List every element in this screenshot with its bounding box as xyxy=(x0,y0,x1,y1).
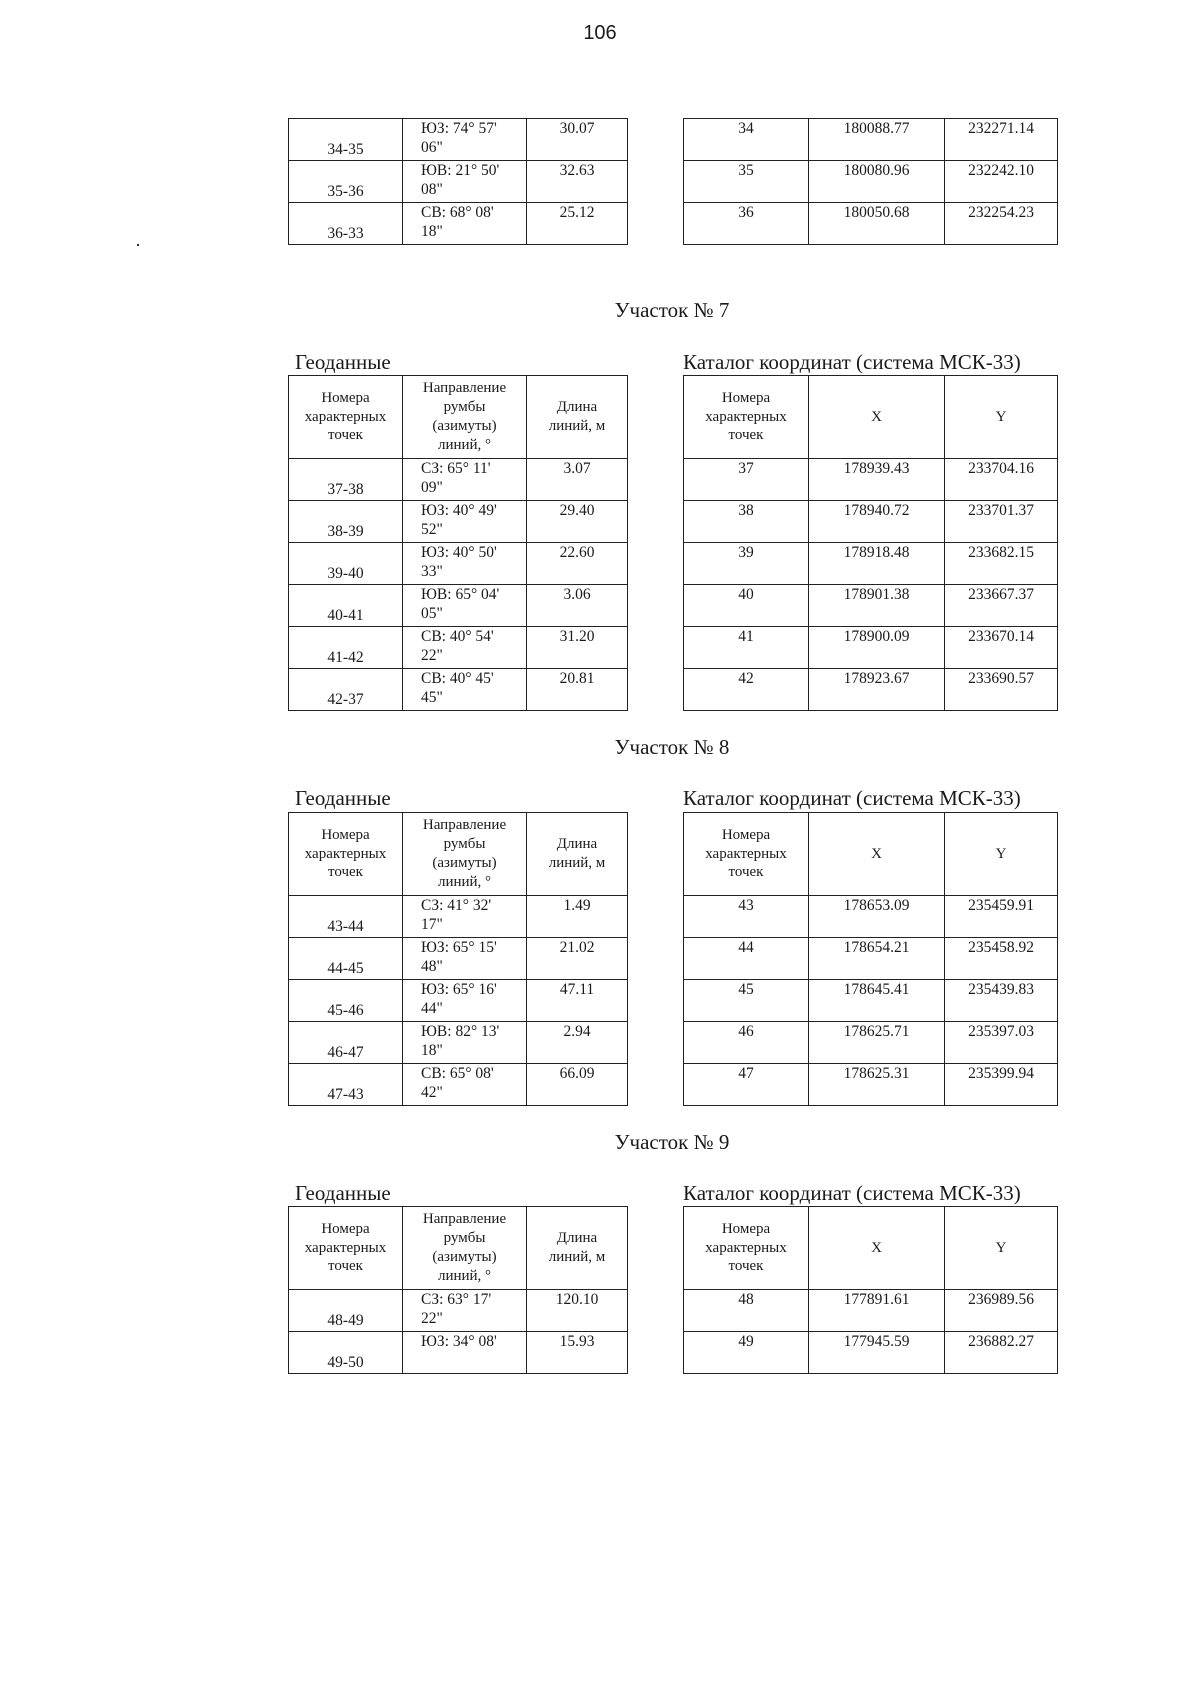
geodata-row xyxy=(289,585,628,627)
line-points: 48-49 xyxy=(289,1290,403,1332)
geodata-row xyxy=(289,1022,628,1064)
catalog-caption-8: Каталог координат (система МСК-33) xyxy=(683,786,1021,810)
geodata-row xyxy=(289,627,628,669)
header-text: румбы xyxy=(443,836,486,852)
direction-degrees: СВ: 68° 08' xyxy=(421,204,494,221)
header-text: Направление xyxy=(422,1211,507,1227)
header-text: (азимуты) xyxy=(432,855,497,871)
coordinates-header-row xyxy=(684,376,1058,459)
coordinates-header-row xyxy=(684,813,1058,896)
header-text: линий, ° xyxy=(437,1268,492,1284)
geodata-row xyxy=(289,980,628,1022)
line-length: 29.40 xyxy=(527,501,628,543)
point-number: 36 xyxy=(684,203,809,245)
point-number: 39 xyxy=(684,543,809,585)
coord-x: 178918.48 xyxy=(809,543,945,585)
header-length xyxy=(527,376,628,459)
line-points: 41-42 xyxy=(289,627,403,669)
coordinates-table-9 xyxy=(683,1206,1058,1374)
line-points: 44-45 xyxy=(289,938,403,980)
header-text: румбы xyxy=(443,399,486,415)
line-direction xyxy=(403,161,527,203)
direction-seconds: 44" xyxy=(421,1000,443,1017)
direction-degrees: СЗ: 41° 32' xyxy=(421,897,492,914)
scan-speck xyxy=(137,244,139,246)
point-number: 34 xyxy=(684,119,809,161)
coordinate-row xyxy=(684,161,1058,203)
coordinate-row xyxy=(684,627,1058,669)
line-direction xyxy=(403,669,527,711)
direction-degrees: СВ: 65° 08' xyxy=(421,1065,494,1082)
coord-x: 180080.96 xyxy=(809,161,945,203)
line-points: 49-50 xyxy=(289,1332,403,1374)
header-direction xyxy=(403,813,527,896)
header-point-numbers xyxy=(684,1207,809,1290)
header-length xyxy=(527,1207,628,1290)
coord-x: 178654.21 xyxy=(809,938,945,980)
header-point-numbers xyxy=(684,376,809,459)
coordinate-row xyxy=(684,896,1058,938)
coordinate-row xyxy=(684,1022,1058,1064)
line-points: 47-43 xyxy=(289,1064,403,1106)
coord-x: 178900.09 xyxy=(809,627,945,669)
point-number: 37 xyxy=(684,459,809,501)
header-direction xyxy=(403,376,527,459)
point-number: 47 xyxy=(684,1064,809,1106)
direction-seconds: 17" xyxy=(421,916,443,933)
header-text: точек xyxy=(328,1258,363,1275)
direction-seconds: 22" xyxy=(421,647,443,664)
header-point-numbers xyxy=(289,1207,403,1290)
direction-degrees: ЮВ: 21° 50' xyxy=(421,162,500,179)
header-x: X xyxy=(809,376,945,459)
geodata-row xyxy=(289,1290,628,1332)
coord-x: 178625.71 xyxy=(809,1022,945,1064)
direction-seconds: 33" xyxy=(421,563,443,580)
line-length: 20.81 xyxy=(527,669,628,711)
direction-seconds: 42" xyxy=(421,1084,443,1101)
header-text: характерных xyxy=(705,1239,787,1256)
geodata-row xyxy=(289,501,628,543)
coordinates-header-row xyxy=(684,1207,1058,1290)
line-direction xyxy=(403,585,527,627)
coordinate-row xyxy=(684,938,1058,980)
line-length: 3.07 xyxy=(527,459,628,501)
coordinate-row xyxy=(684,459,1058,501)
header-text: характерных xyxy=(705,845,787,862)
direction-seconds: 22" xyxy=(421,1310,443,1327)
coord-x: 178923.67 xyxy=(809,669,945,711)
header-text: (азимуты) xyxy=(432,1249,497,1265)
header-text: Номера xyxy=(321,1220,370,1237)
coord-y: 233682.15 xyxy=(945,543,1058,585)
header-point-numbers xyxy=(289,376,403,459)
direction-seconds: 06" xyxy=(421,139,443,156)
direction-degrees: СВ: 40° 45' xyxy=(421,670,494,687)
line-length: 2.94 xyxy=(527,1022,628,1064)
direction-degrees: СВ: 40° 54' xyxy=(421,628,494,645)
direction-degrees: ЮЗ: 74° 57' xyxy=(421,120,497,137)
point-number: 44 xyxy=(684,938,809,980)
section-title-7: Участок № 7 xyxy=(614,298,730,322)
direction-degrees: ЮЗ: 34° 08' xyxy=(421,1333,497,1350)
coordinates-table-8 xyxy=(683,812,1058,1106)
line-length: 31.20 xyxy=(527,627,628,669)
coordinate-row xyxy=(684,1332,1058,1374)
line-length: 3.06 xyxy=(527,585,628,627)
geodata-header-row xyxy=(289,376,628,459)
line-direction xyxy=(403,938,527,980)
coordinate-row xyxy=(684,1290,1058,1332)
header-text: Номера xyxy=(721,826,771,843)
direction-degrees: ЮЗ: 40° 49' xyxy=(421,502,497,519)
coordinate-row xyxy=(684,543,1058,585)
line-points: 34-35 xyxy=(289,119,403,161)
direction-seconds: 08" xyxy=(421,181,443,198)
header-y: Y xyxy=(945,376,1058,459)
line-direction xyxy=(403,543,527,585)
geodata-table-9 xyxy=(288,1206,628,1374)
coord-y: 232254.23 xyxy=(945,203,1058,245)
line-points: 39-40 xyxy=(289,543,403,585)
geodata-row xyxy=(289,203,628,245)
line-length: 30.07 xyxy=(527,119,628,161)
geodata-row xyxy=(289,161,628,203)
header-length xyxy=(527,813,628,896)
direction-degrees: ЮЗ: 40° 50' xyxy=(421,544,497,561)
geodata-header-row xyxy=(289,1207,628,1290)
geodata-row xyxy=(289,543,628,585)
coord-x: 178625.31 xyxy=(809,1064,945,1106)
coordinates-table-continued xyxy=(683,118,1058,245)
direction-seconds: 18" xyxy=(421,1042,443,1059)
line-direction xyxy=(403,980,527,1022)
coord-y: 233670.14 xyxy=(945,627,1058,669)
header-text: Номера xyxy=(321,826,370,843)
coord-x: 178939.43 xyxy=(809,459,945,501)
catalog-caption-7: Каталог координат (система МСК-33) xyxy=(683,350,1021,374)
header-direction xyxy=(403,1207,527,1290)
coordinate-row xyxy=(684,980,1058,1022)
line-direction xyxy=(403,459,527,501)
coord-y: 233704.16 xyxy=(945,459,1058,501)
header-point-numbers xyxy=(289,813,403,896)
line-length: 47.11 xyxy=(527,980,628,1022)
line-direction xyxy=(403,119,527,161)
point-number: 35 xyxy=(684,161,809,203)
line-length: 66.09 xyxy=(527,1064,628,1106)
header-text: Направление xyxy=(422,380,507,396)
header-text: линий, ° xyxy=(437,874,492,890)
geodata-table-7 xyxy=(288,375,628,711)
coord-y: 236989.56 xyxy=(945,1290,1058,1332)
line-points: 37-38 xyxy=(289,459,403,501)
geodata-caption-8: Геоданные xyxy=(295,786,391,810)
coordinates-table-7 xyxy=(683,375,1058,711)
point-number: 45 xyxy=(684,980,809,1022)
line-direction xyxy=(403,1064,527,1106)
direction-seconds: 45" xyxy=(421,689,443,706)
header-text: линий, м xyxy=(548,855,606,871)
direction-degrees: ЮЗ: 65° 16' xyxy=(421,981,497,998)
line-points: 46-47 xyxy=(289,1022,403,1064)
coord-y: 236882.27 xyxy=(945,1332,1058,1374)
coord-x: 178901.38 xyxy=(809,585,945,627)
line-length: 15.93 xyxy=(527,1332,628,1374)
line-length: 21.02 xyxy=(527,938,628,980)
header-text: Направление xyxy=(422,817,507,833)
coord-y: 232271.14 xyxy=(945,119,1058,161)
line-length: 1.49 xyxy=(527,896,628,938)
coord-x: 178653.09 xyxy=(809,896,945,938)
point-number: 43 xyxy=(684,896,809,938)
point-number: 41 xyxy=(684,627,809,669)
header-text: характерных xyxy=(304,845,387,862)
header-text: (азимуты) xyxy=(432,418,497,434)
header-text: линий, м xyxy=(548,1249,606,1265)
header-y: Y xyxy=(945,813,1058,896)
line-length: 25.12 xyxy=(527,203,628,245)
coord-y: 233667.37 xyxy=(945,585,1058,627)
line-direction xyxy=(403,1022,527,1064)
geodata-table-8 xyxy=(288,812,628,1106)
line-direction xyxy=(403,896,527,938)
line-direction xyxy=(403,1332,527,1374)
coordinate-row xyxy=(684,119,1058,161)
direction-degrees: ЮЗ: 65° 15' xyxy=(421,939,497,956)
header-text: точек xyxy=(328,864,363,881)
geodata-row xyxy=(289,896,628,938)
direction-seconds: 05" xyxy=(421,605,443,622)
header-text: Длина xyxy=(556,1230,598,1247)
line-direction xyxy=(403,203,527,245)
section-title-8: Участок № 8 xyxy=(614,735,730,759)
geodata-row xyxy=(289,119,628,161)
coord-y: 232242.10 xyxy=(945,161,1058,203)
direction-seconds: 48" xyxy=(421,958,443,975)
header-text: точек xyxy=(728,864,764,881)
coord-y: 235439.83 xyxy=(945,980,1058,1022)
line-points: 45-46 xyxy=(289,980,403,1022)
coord-x: 177891.61 xyxy=(809,1290,945,1332)
header-text: линий, ° xyxy=(437,437,492,453)
point-number: 49 xyxy=(684,1332,809,1374)
coord-x: 177945.59 xyxy=(809,1332,945,1374)
coord-x: 178645.41 xyxy=(809,980,945,1022)
direction-degrees: ЮВ: 65° 04' xyxy=(421,586,500,603)
line-points: 38-39 xyxy=(289,501,403,543)
section-title-9: Участок № 9 xyxy=(614,1130,730,1154)
header-text: Номера xyxy=(721,389,771,406)
line-length: 22.60 xyxy=(527,543,628,585)
coord-y: 235399.94 xyxy=(945,1064,1058,1106)
point-number: 46 xyxy=(684,1022,809,1064)
line-points: 36-33 xyxy=(289,203,403,245)
geodata-caption-7: Геоданные xyxy=(295,350,391,374)
header-x: X xyxy=(809,1207,945,1290)
direction-degrees: СЗ: 65° 11' xyxy=(421,460,491,477)
coord-x: 178940.72 xyxy=(809,501,945,543)
header-text: характерных xyxy=(304,408,387,425)
point-number: 42 xyxy=(684,669,809,711)
geodata-row xyxy=(289,938,628,980)
line-length: 32.63 xyxy=(527,161,628,203)
coord-y: 235397.03 xyxy=(945,1022,1058,1064)
header-text: точек xyxy=(728,1258,764,1275)
page-number: 106 xyxy=(583,22,617,44)
point-number: 40 xyxy=(684,585,809,627)
catalog-caption-9: Каталог координат (система МСК-33) xyxy=(683,1181,1021,1205)
line-length: 120.10 xyxy=(527,1290,628,1332)
header-x: X xyxy=(809,813,945,896)
header-text: характерных xyxy=(705,408,787,425)
geodata-row xyxy=(289,1332,628,1374)
point-number: 38 xyxy=(684,501,809,543)
coord-y: 233701.37 xyxy=(945,501,1058,543)
geodata-header-row xyxy=(289,813,628,896)
line-points: 43-44 xyxy=(289,896,403,938)
coordinate-row xyxy=(684,203,1058,245)
header-y: Y xyxy=(945,1207,1058,1290)
line-direction xyxy=(403,627,527,669)
geodata-row xyxy=(289,1064,628,1106)
coordinate-row xyxy=(684,1064,1058,1106)
direction-seconds: 52" xyxy=(421,521,443,538)
coordinate-row xyxy=(684,501,1058,543)
coord-x: 180050.68 xyxy=(809,203,945,245)
coord-x: 180088.77 xyxy=(809,119,945,161)
line-points: 35-36 xyxy=(289,161,403,203)
line-direction xyxy=(403,1290,527,1332)
direction-seconds: 18" xyxy=(421,223,443,240)
coord-y: 235459.91 xyxy=(945,896,1058,938)
line-direction xyxy=(403,501,527,543)
header-text: характерных xyxy=(304,1239,387,1256)
line-points: 42-37 xyxy=(289,669,403,711)
header-text: Длина xyxy=(556,836,598,853)
point-number: 48 xyxy=(684,1290,809,1332)
header-text: Номера xyxy=(721,1220,771,1237)
header-text: Длина xyxy=(556,399,598,416)
direction-seconds: 09" xyxy=(421,479,443,496)
geodata-row xyxy=(289,459,628,501)
geodata-row xyxy=(289,669,628,711)
header-text: точек xyxy=(728,427,764,444)
coordinate-row xyxy=(684,669,1058,711)
direction-degrees: ЮВ: 82° 13' xyxy=(421,1023,500,1040)
coordinate-row xyxy=(684,585,1058,627)
header-text: линий, м xyxy=(548,418,606,434)
coord-y: 233690.57 xyxy=(945,669,1058,711)
geodata-caption-9: Геоданные xyxy=(295,1181,391,1205)
header-text: точек xyxy=(328,427,363,444)
direction-degrees: СЗ: 63° 17' xyxy=(421,1291,492,1308)
geodata-table-continued xyxy=(288,118,628,245)
header-text: румбы xyxy=(443,1230,486,1246)
header-point-numbers xyxy=(684,813,809,896)
coord-y: 235458.92 xyxy=(945,938,1058,980)
header-text: Номера xyxy=(321,389,370,406)
line-points: 40-41 xyxy=(289,585,403,627)
